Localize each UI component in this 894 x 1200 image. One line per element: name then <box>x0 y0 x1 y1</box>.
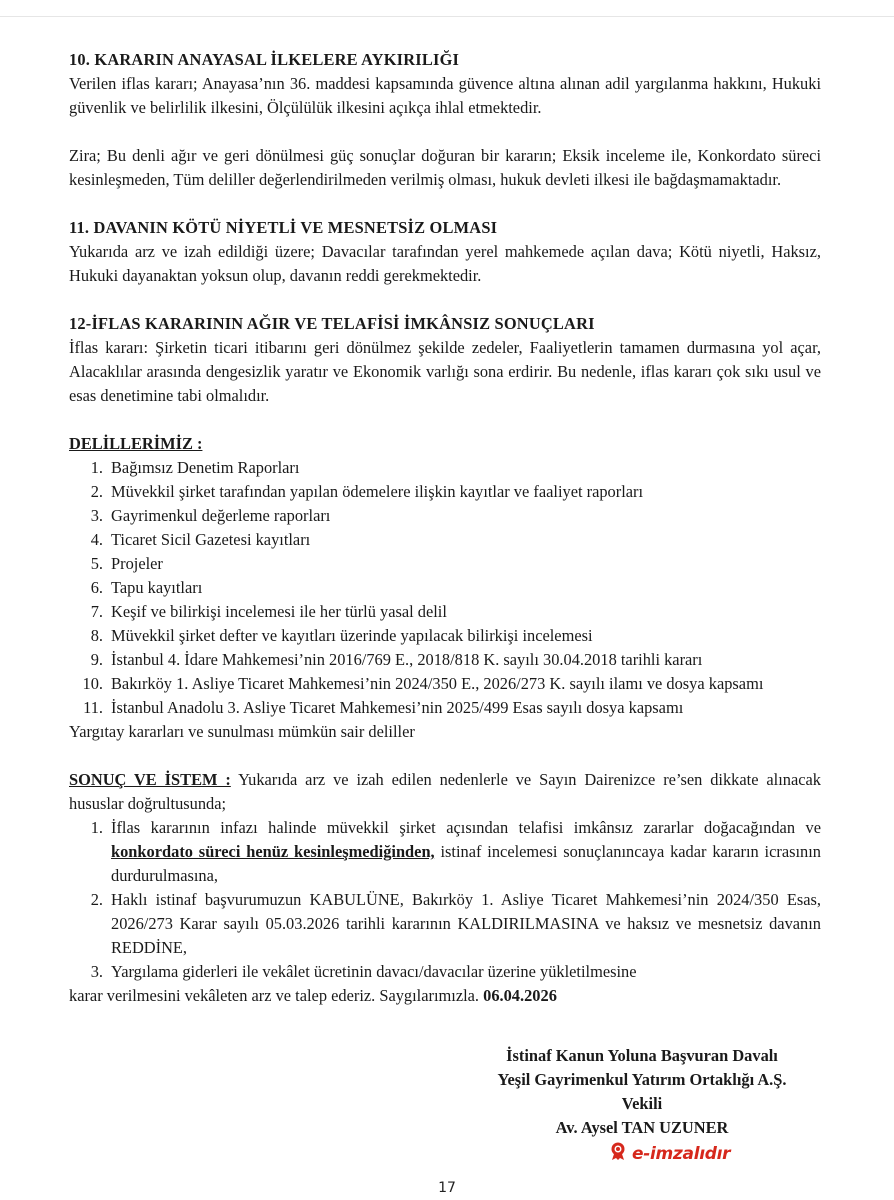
evidence-footer: Yargıtay kararları ve sunulması mümkün sair deliller <box>69 722 415 741</box>
section-11-heading: 11. DAVANIN KÖTÜ NİYETLİ VE MESNETSİZ OLMASI <box>69 218 498 237</box>
signature-line-1: İstinaf Kanun Yoluna Başvuran Davalı <box>506 1046 778 1065</box>
signature-line-3: Vekili <box>621 1094 663 1113</box>
list-item: 8. Müvekkil şirket defter ve kayıtları üzerinde yapılacak bilirkişi incelemesi <box>90 626 593 645</box>
section-10-paragraph-1: Verilen iflas kararı; Anayasa’nın 36. maddesi kapsamında güvence altına alınan adil yargılanma hakkını, Hukuki güvenlik ve belirlilik ilkesini, Ölçülülük ilkesini açıkça ihlal etmektedir. <box>69 74 821 117</box>
section-12-paragraph: İflas kararı: Şirketin ticari itibarını geri dönülmez şekilde zedeler, Faaliyetlerin tamamen durmasına yol açar, Alacaklılar arasında dengesizlik yaratır ve Ekonomik varlığı sona erdirir. Bu nedenle, iflas kararı çok sıkı usul ve esas denetimine tabi olmalıdır. <box>69 338 821 405</box>
evidence-list <box>69 456 821 720</box>
seal-icon <box>608 1141 628 1166</box>
request-list <box>69 816 821 984</box>
section-11-paragraph: Yukarıda arz ve izah edildiği üzere; Davacılar tarafından yerel mahkemede açılan dava; Kötü niyetli, Haksız, Hukuki dayanaktan yoksun olup, davanın reddi gerekmektedir. <box>69 242 821 285</box>
list-item: 3. Yargılama giderleri ile vekâlet ücretinin davacı/davacılar üzerine yükletilmesine <box>90 962 637 981</box>
signature-line-2: Yeşil Gayrimenkul Yatırım Ortaklığı A.Ş. <box>497 1070 787 1089</box>
list-item: 6. Tapu kayıtları <box>90 578 203 597</box>
list-item: 11. İstanbul Anadolu 3. Asliye Ticaret Mahkemesi’nin 2025/499 Esas sayılı dosya kapsamı <box>83 698 684 717</box>
document-body <box>69 48 821 1008</box>
signature-line-4: Av. Aysel TAN UZUNER <box>555 1118 729 1137</box>
list-item: 9. İstanbul 4. İdare Mahkemesi’nin 2016/769 E., 2018/818 K. sayılı 30.04.2018 tarihli kararı <box>90 650 703 669</box>
closing-line: karar verilmesini vekâleten arz ve talep ederiz. Saygılarımızla. 06.04.2026 <box>69 986 557 1005</box>
list-item: 2. Haklı istinaf başvurumuzun KABULÜNE, Bakırköy 1. Asliye Ticaret Mahkemesi’nin 2024/350 Esas, 2026/273 Karar sayılı 05.03.2026 tarihli kararının KALDIRILMASINA ve haksız ve mesnetsiz davanın REDDİNE, <box>90 890 821 957</box>
list-item: 1. Bağımsız Denetim Raporları <box>90 458 300 477</box>
section-10-heading: 10. KARARIN ANAYASAL İLKELERE AYKIRILIĞI <box>69 50 460 69</box>
document-date: 06.04.2026 <box>483 986 557 1005</box>
stamp-text: e-imzalıdır <box>632 1143 731 1164</box>
list-item: 2. Müvekkil şirket tarafından yapılan ödemelere ilişkin kayıtlar ve faaliyet raporları <box>90 482 644 501</box>
evidence-heading: DELİLLERİMİZ : <box>69 434 203 453</box>
section-10-paragraph-2: Zira; Bu denli ağır ve geri dönülmesi güç sonuçlar doğuran bir kararın; Eksik inceleme ile, Konkordato süreci kesinleşmeden, Tüm deliller değerlendirilmeden verilmiş olması, hukuk devleti ilkesi ile bağdaşmamaktadır. <box>69 146 821 189</box>
list-item: 10. Bakırköy 1. Asliye Ticaret Mahkemesi’nin 2024/350 E., 2026/273 K. sayılı ilamı ve dosya kapsamı <box>82 674 764 693</box>
list-item: 5. Projeler <box>90 554 163 573</box>
request-intro: SONUÇ VE İSTEM : Yukarıda arz ve izah edilen nedenlerle ve Sayın Dairenizce re’sen dikkate alınacak hususlar doğrultusunda; <box>69 770 821 813</box>
list-item: 7. Keşif ve bilirkişi incelemesi ile her türlü yasal delil <box>90 602 447 621</box>
list-item: 1. İflas kararının infazı halinde müvekkil şirket açısından telafisi imkânsız zararlar doğacağından ve konkordato süreci henüz kesinleşmediğinden, istinaf incelemesi sonuçlanıncaya kadar kararın icrasının durdurulmasına, <box>90 818 821 885</box>
request-label: SONUÇ VE İSTEM : <box>69 770 231 789</box>
e-signature-stamp <box>608 1141 730 1166</box>
list-item: 3. Gayrimenkul değerleme raporları <box>90 506 331 525</box>
page-number: 17 <box>438 1180 456 1196</box>
section-12-heading: 12-İFLAS KARARININ AĞIR VE TELAFİSİ İMKÂNSIZ SONUÇLARI <box>69 314 595 333</box>
list-item: 4. Ticaret Sicil Gazetesi kayıtları <box>90 530 311 549</box>
emphasis-text: konkordato süreci henüz kesinleşmediğinden, <box>111 842 435 861</box>
signature-block <box>460 1044 824 1140</box>
page-edge-line <box>0 16 894 17</box>
